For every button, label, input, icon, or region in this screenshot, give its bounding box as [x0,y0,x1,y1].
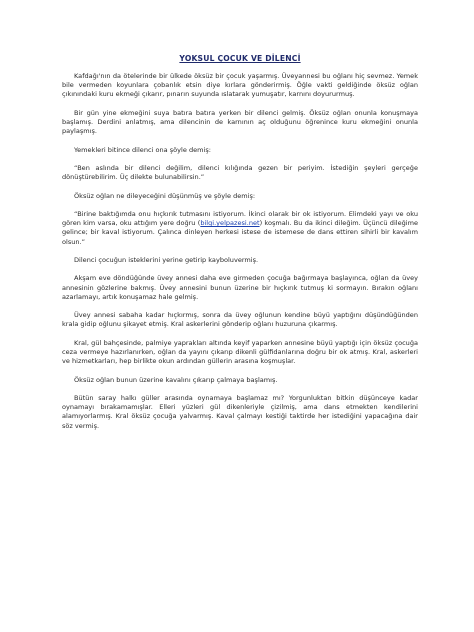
paragraph-3: Yemekleri bitince dilenci ona şöyle demiş: [74,145,211,154]
paragraph-11: Öksüz oğlan bunun üzerine kavalını çıkarıp çalmaya başlamış. [74,375,278,384]
source-link[interactable]: bilgi.yelpazesi.net [200,219,260,228]
paragraph-12: Bütün saray halkı güller arasında oynamaya başlamaz mı? Yorgunluktan bitkin düşünceye kadar oynamayı bırakamamışlar. Elleri yüzleri gül dikenleriyle çizilmiş, ama dans etmekten kendilerini alamıyorlarmış. Kral öksüz çocuğa yalvarmış. Kaval çalmayı kestiği taktirde her istediğini yapacağına dair söz vermiş. [62,393,418,430]
paragraph-9: Üvey annesi sabaha kadar hıçkırmış, sonra da üvey oğlunun kendine büyü yaptığını düşündüğünden krala gidip oğlunu şikayet etmiş. Kral askerlerini gönderip oğlanı huzuruna çıkarmış. [62,311,418,329]
paragraph-6 [62,210,418,247]
document-page [62,54,418,440]
story-title: YOKSUL ÇOCUK VE DİLENCİ [179,54,301,63]
paragraph-2: Bir gün yine ekmeğini suya batıra batıra yerken bir dilenci gelmiş. Öksüz oğlan onunla konuşmaya başlamış. Derdini anlatmış, ama dilencinin de karnının aç olduğunu öğrenince kuru ekmeğini onunla paylaşmış. [62,108,418,136]
paragraph-5: Öksüz oğlan ne dileyeceğini düşünmüş ve şöyle demiş: [74,191,256,200]
paragraph-8: Akşam eve döndüğünde üvey annesi daha eve girmeden çocuğa bağırmaya başlayınca, oğlan da üvey annesinin gözlerine bakmış. Üvey annesini bunun üzerine bir hıçkırık tutmuş ki sormayın. Bırakın oğlanı azarlamayı, artık konuşamaz hale gelmiş. [62,274,418,301]
paragraph-6-text-before: “Birine baktığımda onu hıçkırık tutmasını istiyorum. İkinci olarak bir ok istiyorum. Elimdeki yayı ve oku gören kim varsa, oku attığım yere doğru ( [62,209,418,228]
paragraph-7: Dilenci çocuğun isteklerini yerine getirip kayboluvermiş. [74,255,259,264]
paragraph-4: “Ben aslında bir dilenci değilim, dilenci kılığında gezen bir periyim. İstediğin şeyleri gerçeğe dönüştürebilirim. Üç dilekte bulunabilirsin.” [62,163,418,182]
paragraph-6-text-after: ) koşmalı. Bu da ikinci dileğim. Üçüncü dileğime gelince; bir kaval istiyorum. Çalınca dinleyen herkesi istese de istemese de dans ettiren sihirli bir kavalım olsun.” [62,219,419,246]
paragraph-10: Kral, gül bahçesinde, palmiye yaprakları altında keyif yaparken annesine büyü yaptığı için öksüz çocuğa ceza vermeye hazırlanırken, oğlan da yayını çıkarıp dikenli gülfidanlarına doğru bir ok atmış. Kral, askerleri ve hizmetkarları, hep birlikte okun ardından güllerin arasına koşmuşlar. [62,338,418,366]
paragraph-1: Kafdağı'nın da ötelerinde bir ülkede öksüz bir çocuk yaşarmış. Üveyannesi bu oğlanı hiç sevmez. Yemek bile vermeden koyunlara çobanlık etsin diye kırlara gönderirmiş. Öğle vakti geldiğinde öksüz oğlan çıkınındaki kuru ekmeği çıkarır, pınarın suyunda ıslatarak yumuşatır, karnını doyururmuş. [62,72,418,99]
